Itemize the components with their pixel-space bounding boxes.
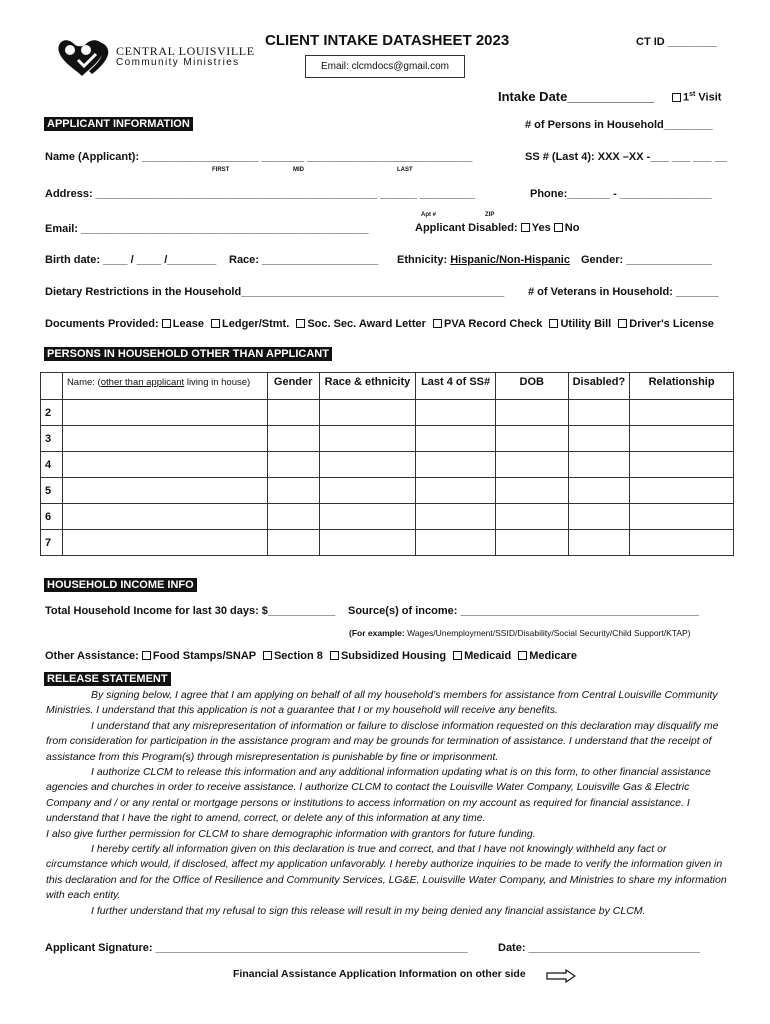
table-cell[interactable] [319, 400, 416, 426]
income-sources-field[interactable]: Source(s) of income: _______________________________________ [348, 605, 700, 617]
apt-label: Apt # [421, 212, 436, 218]
table-row [41, 452, 734, 478]
checkbox-icon[interactable] [330, 651, 339, 660]
release-paragraph: I also give further permission for CLCM to share demographic information with grantors for future funding. [46, 827, 536, 840]
checkbox-icon[interactable] [211, 319, 220, 328]
table-cell[interactable] [319, 452, 416, 478]
ethnicity-field[interactable]: Ethnicity: Hispanic/Non-Hispanic [397, 254, 570, 266]
checkbox-icon[interactable] [549, 319, 558, 328]
checkbox-icon[interactable] [296, 319, 305, 328]
row-number: 2 [41, 400, 63, 426]
release-paragraph: I hereby certify all information given on this declaration is true and correct, and that I have not knowingly withheld any fact or circumstance which would, if disclosed, affect my application unfavorably. I hereby authorize inquiries to be made to verify the information given in this declaration and for the Office of Resilience and Community Services, LG&E, Louisville Water Company, and Ministries to share my information with each entity. [46, 843, 727, 902]
table-cell[interactable] [416, 452, 496, 478]
table-cell[interactable] [568, 426, 630, 452]
table-cell[interactable] [495, 426, 568, 452]
table-cell[interactable] [568, 504, 630, 530]
table-header-disabled: Disabled? [568, 373, 630, 400]
org-logo [56, 36, 114, 80]
table-cell[interactable] [62, 478, 267, 504]
veterans-field[interactable]: # of Veterans in Household: _______ [528, 286, 719, 298]
ss-last4-field[interactable]: SS # (Last 4): XXX –XX -___ ___ ___ __ [525, 151, 727, 163]
table-cell[interactable] [267, 452, 319, 478]
row-number: 7 [41, 530, 63, 556]
org-name-line1: CENTRAL LOUISVILLE [116, 44, 255, 58]
table-cell[interactable] [319, 478, 416, 504]
checkbox-icon[interactable] [554, 223, 563, 232]
assist-medicare-option[interactable]: Medicare [518, 650, 577, 662]
table-cell[interactable] [267, 426, 319, 452]
checkbox-icon[interactable] [618, 319, 627, 328]
doc-pva-option[interactable]: PVA Record Check [433, 318, 542, 330]
section-household-income: HOUSEHOLD INCOME INFO [44, 578, 197, 592]
address-field[interactable]: Address: ______________________________________________ ______ _________ [45, 188, 476, 200]
checkbox-icon[interactable] [672, 93, 681, 102]
table-cell[interactable] [568, 530, 630, 556]
race-field[interactable]: Race: ___________________ [229, 254, 379, 266]
org-name-line2: Community Ministries [116, 57, 240, 68]
first-visit-option[interactable]: 1st Visit [672, 91, 721, 104]
signature-date-field[interactable]: Date: ____________________________ [498, 942, 700, 954]
table-cell[interactable] [267, 504, 319, 530]
checkbox-icon[interactable] [142, 651, 151, 660]
table-header-number [41, 373, 63, 400]
table-row [41, 426, 734, 452]
assist-medicaid-option[interactable]: Medicaid [453, 650, 511, 662]
release-statement-text [46, 688, 728, 919]
table-cell[interactable] [630, 452, 734, 478]
table-cell[interactable] [495, 400, 568, 426]
checkbox-icon[interactable] [518, 651, 527, 660]
hearts-logo-icon [56, 36, 114, 80]
table-cell[interactable] [568, 400, 630, 426]
doc-utility-option[interactable]: Utility Bill [549, 318, 611, 330]
email-box [305, 55, 465, 78]
intake-date-field[interactable]: Intake Date____________ [498, 89, 655, 104]
table-cell[interactable] [267, 478, 319, 504]
name-mid-label: MID [293, 167, 304, 173]
table-cell[interactable] [630, 504, 734, 530]
release-paragraph: I authorize CLCM to release this information and any additional information updating what is on this form, to other financial assistance agencies and churches in order to receive assistance. I authorize CLCM to contact the Louisville Water Company, Louisville Gas & Electric Company and / or any rental or mortgage persons or institutions to access information on my account as required for financial assistance. I understand that I have the right to amend, correct, or delete any of this information at any time. [46, 766, 711, 825]
assist-housing-option[interactable]: Subsidized Housing [330, 650, 446, 662]
email-field[interactable]: Email: _______________________________________________ [45, 223, 369, 235]
section-release-statement: RELEASE STATEMENT [44, 672, 171, 686]
table-header-name: Name: (other than applicant living in house) [62, 373, 267, 400]
checkbox-icon[interactable] [162, 319, 171, 328]
assist-snap-option[interactable]: Food Stamps/SNAP [142, 650, 256, 662]
table-cell[interactable] [495, 504, 568, 530]
table-cell[interactable] [568, 452, 630, 478]
release-paragraph: By signing below, I agree that I am applying on behalf of all my household’s members for assistance from Central Louisville Community Ministries. I understand that this application is not a guarantee that I or my household will receive any benefits. [46, 689, 718, 717]
applicant-name-field[interactable]: Name (Applicant): ___________________ _______ ___________________________ [45, 151, 473, 163]
table-row [41, 504, 734, 530]
table-header-ss: Last 4 of SS# [416, 373, 496, 400]
table-cell[interactable] [495, 478, 568, 504]
table-row [41, 400, 734, 426]
release-paragraph: I understand that any misrepresentation of information or failure to disclose information requested on this declaration may disqualify me from consideration for participation in the assistance program and may be grounds for termination of assistance. I understand that the receipt of assistance from this Program(s) through misrepresentation is punishable by fine or imprisonment. [46, 719, 719, 763]
other-assistance-group: Other Assistance: Food Stamps/SNAP Section 8 Subsidized Housing Medicaid Medicare [45, 650, 577, 662]
row-number: 6 [41, 504, 63, 530]
disabled-no-option[interactable]: No [554, 222, 580, 234]
section-applicant-info: APPLICANT INFORMATION [44, 117, 193, 131]
household-table [40, 372, 734, 556]
checkbox-icon[interactable] [521, 223, 530, 232]
table-cell[interactable] [495, 530, 568, 556]
table-cell[interactable] [568, 478, 630, 504]
row-number: 4 [41, 452, 63, 478]
table-header-gender: Gender [267, 373, 319, 400]
other-side-note: Financial Assistance Application Information on other side [233, 968, 526, 980]
table-header-dob: DOB [495, 373, 568, 400]
table-cell[interactable] [62, 452, 267, 478]
table-cell[interactable] [416, 530, 496, 556]
income-example-note: (For example: Wages/Unemployment/SSID/Disability/Social Security/Child Support/KTAP) [349, 628, 691, 638]
table-cell[interactable] [630, 400, 734, 426]
table-header-relationship: Relationship [630, 373, 734, 400]
section-household-members: PERSONS IN HOUSEHOLD OTHER THAN APPLICANT [44, 347, 332, 361]
table-cell[interactable] [62, 530, 267, 556]
table-cell[interactable] [630, 426, 734, 452]
table-cell[interactable] [319, 504, 416, 530]
ct-id-field[interactable]: CT ID ________ [636, 36, 717, 48]
table-cell[interactable] [495, 452, 568, 478]
table-cell[interactable] [62, 426, 267, 452]
table-cell[interactable] [416, 504, 496, 530]
persons-in-household-field[interactable]: # of Persons in Household________ [525, 119, 713, 131]
table-cell[interactable] [62, 400, 267, 426]
table-cell[interactable] [416, 426, 496, 452]
page-title: CLIENT INTAKE DATASHEET 2023 [265, 32, 510, 49]
row-number: 5 [41, 478, 63, 504]
checkbox-icon[interactable] [453, 651, 462, 660]
gender-field[interactable]: Gender: ______________ [581, 254, 712, 266]
table-header-row [41, 373, 734, 400]
applicant-disabled-group: Applicant Disabled: Yes No [415, 222, 580, 234]
doc-ss-award-option[interactable]: Soc. Sec. Award Letter [296, 318, 426, 330]
table-cell[interactable] [267, 530, 319, 556]
name-last-label: LAST [397, 167, 413, 173]
email-text: Email: clcmdocs@gmail.com [321, 61, 449, 72]
checkbox-icon[interactable] [263, 651, 272, 660]
row-number: 3 [41, 426, 63, 452]
table-cell[interactable] [416, 478, 496, 504]
table-cell[interactable] [630, 530, 734, 556]
phone-field[interactable]: Phone:_______ - _______________ [530, 188, 712, 200]
doc-ledger-option[interactable]: Ledger/Stmt. [211, 318, 289, 330]
disabled-yes-option[interactable]: Yes [521, 222, 551, 234]
table-cell[interactable] [319, 426, 416, 452]
table-row [41, 478, 734, 504]
checkbox-icon[interactable] [433, 319, 442, 328]
table-cell[interactable] [267, 400, 319, 426]
zip-label: ZIP [485, 212, 495, 218]
documents-provided-group: Documents Provided: Lease Ledger/Stmt. Soc. Sec. Award Letter PVA Record Check Utility Bill Driver's License [45, 318, 714, 330]
table-cell[interactable] [630, 478, 734, 504]
table-cell[interactable] [416, 400, 496, 426]
total-income-field[interactable]: Total Household Income for last 30 days: $___________ [45, 605, 336, 617]
arrow-right-icon [546, 969, 576, 988]
table-cell[interactable] [319, 530, 416, 556]
birth-date-field[interactable]: Birth date: ____ / ____ /________ [45, 254, 217, 266]
dietary-restrictions-field[interactable]: Dietary Restrictions in the Household___________________________________________ [45, 286, 505, 298]
doc-lease-option[interactable]: Lease [162, 318, 204, 330]
release-paragraph: I further understand that my refusal to sign this release will result in my being denied any financial assistance by CLCM. [91, 904, 646, 917]
table-header-race: Race & ethnicity [319, 373, 416, 400]
table-row [41, 530, 734, 556]
table-cell[interactable] [62, 504, 267, 530]
applicant-signature-field[interactable]: Applicant Signature: ___________________________________________________ [45, 942, 468, 954]
name-first-label: FIRST [212, 167, 230, 173]
doc-drivers-license-option[interactable]: Driver's License [618, 318, 714, 330]
assist-section8-option[interactable]: Section 8 [263, 650, 323, 662]
